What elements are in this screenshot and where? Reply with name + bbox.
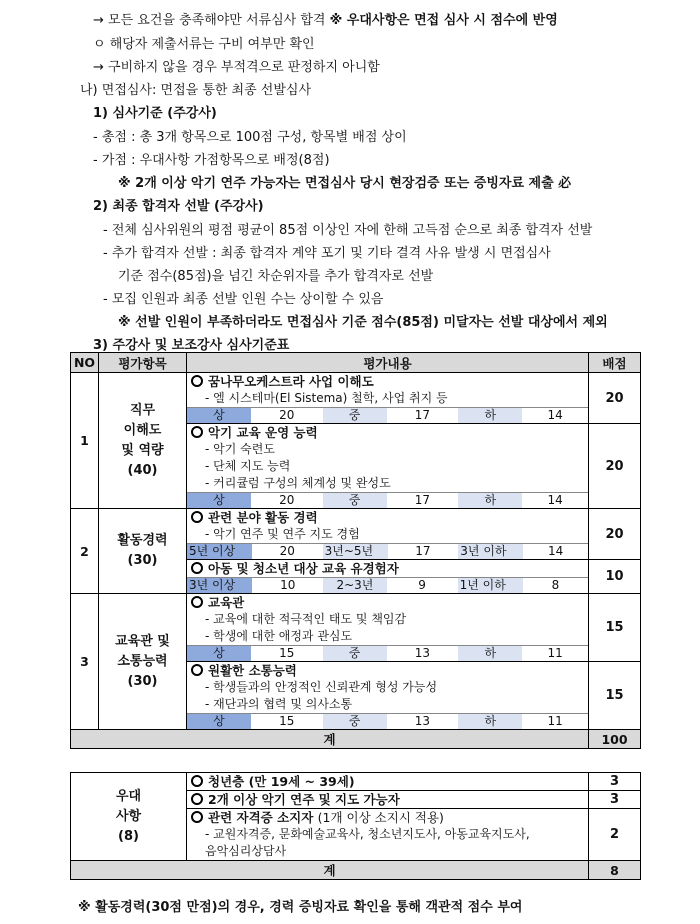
table-header-row (71, 353, 641, 373)
intro-line-1: → 모든 요건을 충족해야만 서류심사 합격 ※ 우대사항은 면접 심사 시 점수에 반영 (93, 13, 558, 28)
bonus-category: 우대 사항 (8) (71, 773, 187, 861)
section-title-interview: 나) 면접심사: 면접을 통한 최종 선발심사 (80, 83, 312, 98)
item-score: 20 (589, 424, 641, 509)
table-row (71, 594, 641, 662)
group-no: 3 (71, 594, 99, 730)
item-score: 20 (589, 509, 641, 560)
bonus-score: 3 (589, 791, 641, 809)
item-content: 원활한 소통능력 - 학생들과의 안정적인 신뢰관계 형성 가능성 - 재단과의 협력 및 의사소통 상 15 중 13 하 11 (187, 662, 589, 730)
final-line-4: - 모집 인원과 최종 선발 인원 수는 상이할 수 있음 (103, 292, 384, 307)
table-row (71, 373, 641, 424)
criteria-table (70, 352, 641, 749)
bonus-score: 2 (589, 809, 641, 861)
grade-scale: 상 20 중 17 하 14 (187, 492, 588, 508)
group-no: 2 (71, 509, 99, 594)
item-content: 꿈나무오케스트라 사업 이해도 - 엘 시스테마(El Sistema) 철학, 사업 취지 등 상 20 중 17 하 14 (187, 373, 589, 424)
header-no: NO (71, 353, 99, 373)
circle-bullet-icon (191, 775, 203, 787)
criteria-note: ※ 2개 이상 악기 연주 가능자는 면접심사 당시 현장검증 또는 증빙자료 제출 必 (118, 176, 572, 191)
grade-scale: 상 15 중 13 하 11 (187, 713, 588, 729)
bonus-total-label: 계 (71, 861, 589, 880)
group-category: 활동경력 (30) (99, 509, 187, 594)
item-score: 15 (589, 662, 641, 730)
item-score: 20 (589, 373, 641, 424)
bonus-table (70, 772, 641, 880)
group-category: 교육관 및 소통능력 (30) (99, 594, 187, 730)
bonus-score: 3 (589, 773, 641, 791)
item-content: 교육관 - 교육에 대한 적극적인 태도 및 책임감 - 학생에 대한 애정과 관심도 상 15 중 13 하 11 (187, 594, 589, 662)
grade-scale: 상 20 중 17 하 14 (187, 407, 588, 423)
final-note: ※ 선발 인원이 부족하더라도 면접심사 기준 점수(85점) 미달자는 선발 대상에서 제외 (118, 315, 608, 330)
item-content: 아동 및 청소년 대상 교육 유경험자 3년 이상 10 2~3년 9 1년 이하 8 (187, 560, 589, 594)
header-content: 평가내용 (187, 353, 589, 373)
item-score: 10 (589, 560, 641, 594)
circle-bullet-icon (191, 596, 203, 608)
item-score: 15 (589, 594, 641, 662)
table-row (71, 773, 641, 791)
intro-line-2: ㅇ 해당자 제출서류는 구비 여부만 확인 (93, 37, 315, 52)
total-score: 100 (589, 730, 641, 749)
bonus-item: 청년층 (만 19세 ~ 39세) (187, 773, 589, 791)
circle-bullet-icon (191, 511, 203, 523)
circle-bullet-icon (191, 793, 203, 805)
header-item: 평가항목 (99, 353, 187, 373)
item-content: 악기 교육 운영 능력 - 악기 숙련도 - 단체 지도 능력 - 커리큘럼 구성의 체계성 및 완성도 상 20 중 17 하 14 (187, 424, 589, 509)
criteria-bonus: - 가점 : 우대사항 가점항목으로 배정(8점) (93, 153, 330, 168)
header-score: 배점 (589, 353, 641, 373)
group-no: 1 (71, 373, 99, 509)
grade-scale: 상 15 중 13 하 11 (187, 645, 588, 661)
circle-bullet-icon (191, 811, 203, 823)
circle-bullet-icon (191, 664, 203, 676)
table-row (71, 509, 641, 560)
bonus-item: 관련 자격증 소지자 (1개 이상 소지시 적용) - 교원자격증, 문화예술교육사, 청소년지도사, 아동교육지도사, 음악심리상담사 (187, 809, 589, 861)
final-line-3: 기준 점수(85점)을 넘긴 차순위자를 추가 합격자로 선발 (118, 269, 434, 284)
bonus-total-score: 8 (589, 861, 641, 880)
total-label: 계 (71, 730, 589, 749)
intro-line-3: → 구비하지 않을 경우 부적격으로 판정하지 아니함 (93, 60, 380, 75)
heading-criteria-table: 3) 주강사 및 보조강사 심사기준표 (93, 338, 290, 353)
heading-criteria: 1) 심사기준 (주강사) (93, 106, 217, 121)
grade-scale: 3년 이상 10 2~3년 9 1년 이하 8 (187, 577, 588, 593)
heading-final-selection: 2) 최종 합격자 선발 (주강사) (93, 199, 264, 214)
total-row (71, 730, 641, 749)
final-line-2: - 추가 합격자 선발 : 최종 합격자 계약 포기 및 기타 결격 사유 발생 시 면접심사 (103, 246, 551, 261)
grade-scale: 5년 이상 20 3년~5년 17 3년 이하 14 (187, 543, 588, 559)
criteria-total: - 총점 : 총 3개 항목으로 100점 구성, 항목별 배점 상이 (93, 130, 407, 145)
circle-bullet-icon (191, 375, 203, 387)
circle-bullet-icon (191, 426, 203, 438)
item-content: 관련 분야 활동 경력 - 악기 연주 및 연주 지도 경험 5년 이상 20 3년~5년 17 3년 이하 14 (187, 509, 589, 560)
bonus-total-row (71, 861, 641, 880)
footnote: ※ 활동경력(30점 만점)의 경우, 경력 증빙자료 확인을 통해 객관적 점수 부여 (78, 900, 523, 915)
circle-bullet-icon (191, 562, 203, 574)
final-line-1: - 전체 심사위원의 평점 평균이 85점 이상인 자에 한해 고득점 순으로 최종 합격자 선발 (103, 223, 593, 238)
bonus-item: 2개 이상 악기 연주 및 지도 가능자 (187, 791, 589, 809)
group-category: 직무 이해도 및 역량 (40) (99, 373, 187, 509)
